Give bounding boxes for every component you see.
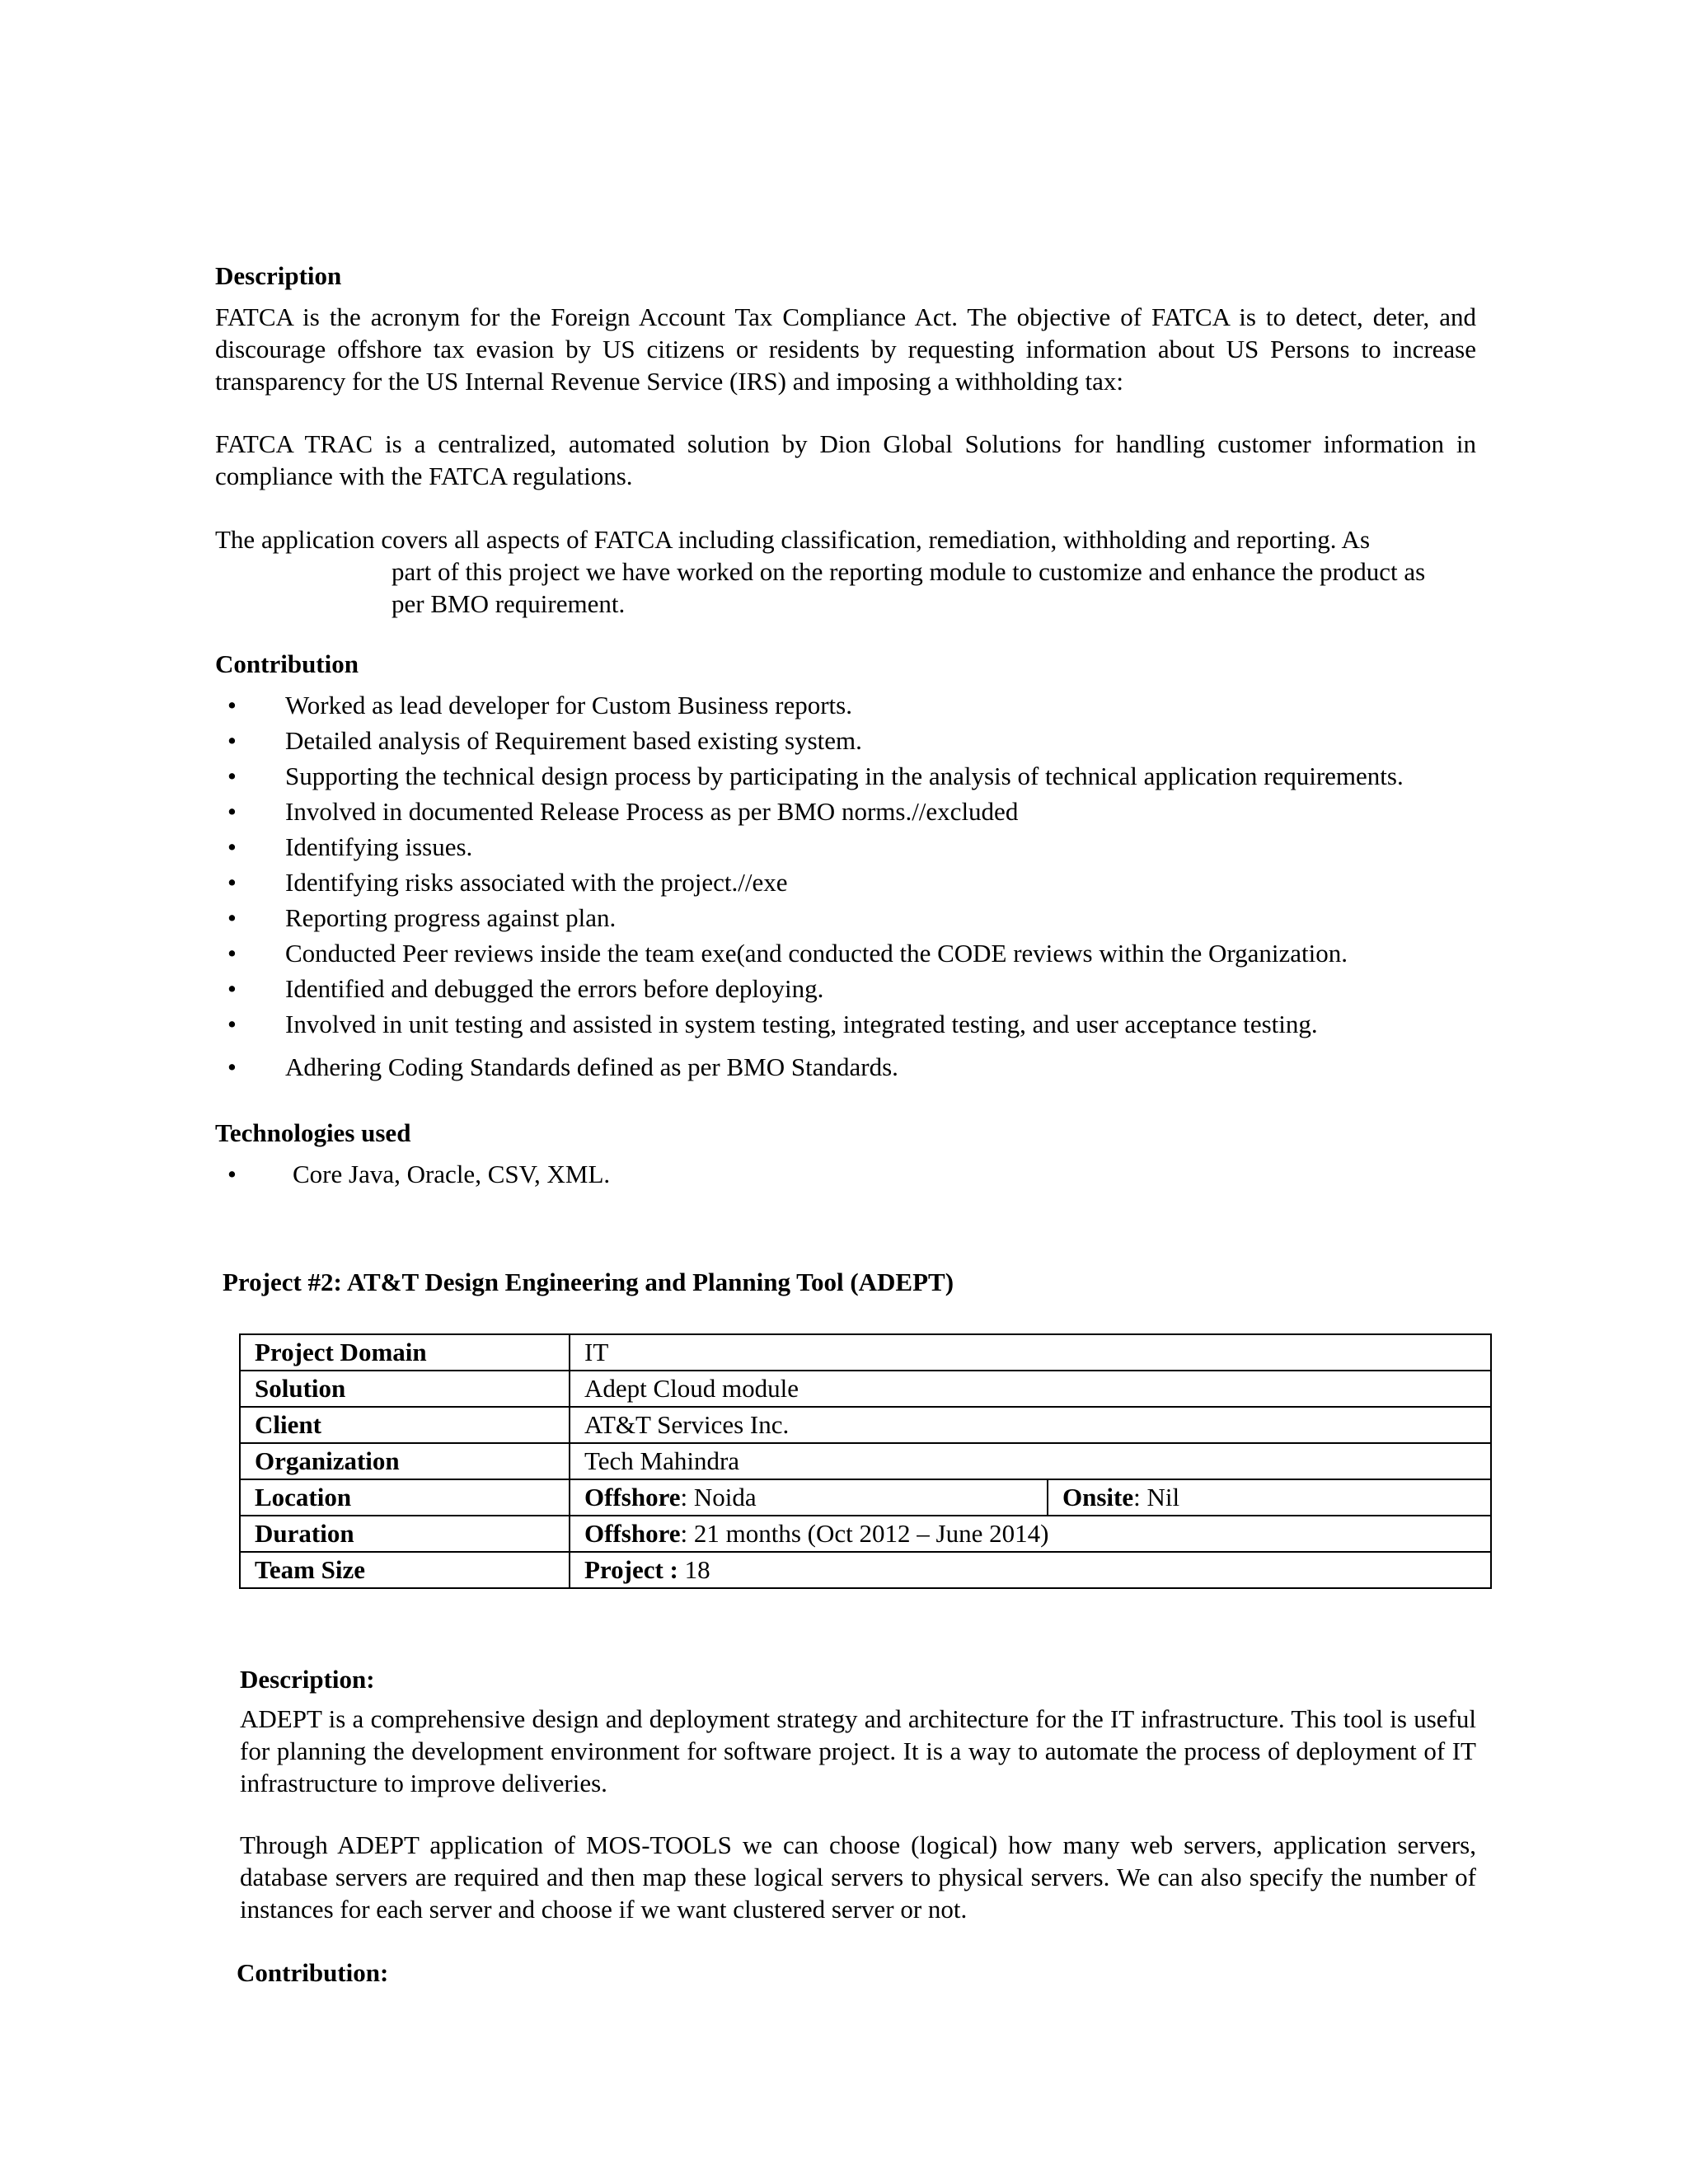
duration-value: Offshore: 21 months (Oct 2012 – June 2014) [570, 1516, 1491, 1552]
bullet-icon: • [227, 1052, 237, 1081]
description-paragraph-2: FATCA TRAC is a centralized, automated solution by Dion Global Solutions for handling customer information in compliance with the FATCA regulations. [215, 429, 1476, 490]
list-item: • Detailed analysis of Requirement based existing system. [227, 726, 862, 755]
location-label: Location [240, 1479, 570, 1516]
client-label: Client [240, 1407, 570, 1443]
project-2-description-paragraph-2: Through ADEPT application of MOS-TOOLS we can choose (logical) how many web servers, application servers, database servers are required and then map these logical servers to physical servers. We can also specify the number of instances for each server and choose if we want clustered server or not. [240, 1830, 1476, 1924]
solution-value: Adept Cloud module [570, 1371, 1491, 1407]
list-item: • Identified and debugged the errors before deploying. [227, 974, 824, 1003]
bullet-icon: • [227, 868, 237, 897]
bullet-icon: • [227, 726, 237, 755]
bullet-icon: • [227, 1010, 237, 1038]
list-item: • Involved in documented Release Process as per BMO norms.//excluded [227, 797, 1019, 826]
project-details-table [239, 1333, 1492, 1589]
bullet-icon: • [227, 797, 237, 826]
table-row [240, 1443, 1491, 1479]
bullet-icon: • [227, 939, 237, 968]
description-p3-line-1: The application covers all aspects of FATCA including classification, remediation, withholding and reporting. As [215, 525, 1371, 554]
table-row [240, 1334, 1491, 1371]
project-2-title: Project #2: AT&T Design Engineering and Planning Tool (ADEPT) [223, 1268, 954, 1296]
description-p3-line-2: part of this project we have worked on the reporting module to customize and enhance the product as [392, 557, 1426, 586]
bullet-icon: • [227, 903, 237, 932]
table-row [240, 1371, 1491, 1407]
location-offshore: Offshore: Noida [570, 1479, 1048, 1516]
bullet-icon: • [227, 1160, 237, 1188]
bullet-icon: • [227, 832, 237, 861]
list-item: • Identifying risks associated with the project.//exe [227, 868, 788, 897]
team-size-value: Project : 18 [570, 1552, 1491, 1588]
bullet-icon: • [227, 974, 237, 1003]
list-item: • Reporting progress against plan. [227, 903, 617, 932]
bullet-icon: • [227, 762, 237, 790]
duration-label: Duration [240, 1516, 570, 1552]
list-item: • Conducted Peer reviews inside the team exe(and conducted the CODE reviews within the Organization. [227, 939, 1348, 968]
project-domain-label: Project Domain [240, 1334, 570, 1371]
table-row [240, 1516, 1491, 1552]
list-item: • Identifying issues. [227, 832, 473, 861]
description-paragraph-1: FATCA is the acronym for the Foreign Account Tax Compliance Act. The objective of FATCA is to detect, deter, and discourage offshore tax evasion by US citizens or residents by requesting information about US Persons to increase transparency for the US Internal Revenue Service (IRS) and imposing a withholding tax: [215, 302, 1476, 396]
organization-value: Tech Mahindra [570, 1443, 1491, 1479]
team-size-label: Team Size [240, 1552, 570, 1588]
list-item: • Involved in unit testing and assisted in system testing, integrated testing, and user acceptance testing. [227, 1010, 1318, 1038]
technologies-heading: Technologies used [215, 1118, 411, 1147]
client-value: AT&T Services Inc. [570, 1407, 1491, 1443]
description-paragraph-3 [215, 523, 1501, 620]
list-item: • Adhering Coding Standards defined as per BMO Standards. [227, 1052, 898, 1081]
list-item: • Supporting the technical design process by participating in the analysis of technical application requirements. [227, 762, 1404, 790]
project-domain-value: IT [570, 1334, 1491, 1371]
description-p3-line-3: per BMO requirement. [392, 589, 626, 618]
description-heading: Description [215, 261, 342, 290]
organization-label: Organization [240, 1443, 570, 1479]
location-onsite: Onsite: Nil [1048, 1479, 1491, 1516]
project-2-description-paragraph-1: ADEPT is a comprehensive design and deployment strategy and architecture for the IT infrastructure. This tool is useful for planning the development environment for software project. It is a way to automate the process of deployment of IT infrastructure to improve deliveries. [240, 1704, 1476, 1797]
table-row [240, 1407, 1491, 1443]
list-item: • Core Java, Oracle, CSV, XML. [227, 1160, 611, 1188]
table-row [240, 1479, 1491, 1516]
contribution-heading: Contribution [215, 649, 359, 678]
project-2-description-heading: Description: [240, 1665, 375, 1694]
list-item: • Worked as lead developer for Custom Business reports. [227, 691, 852, 719]
solution-label: Solution [240, 1371, 570, 1407]
table-row [240, 1552, 1491, 1588]
project-2-contribution-heading: Contribution: [237, 1958, 389, 1987]
bullet-icon: • [227, 691, 237, 719]
